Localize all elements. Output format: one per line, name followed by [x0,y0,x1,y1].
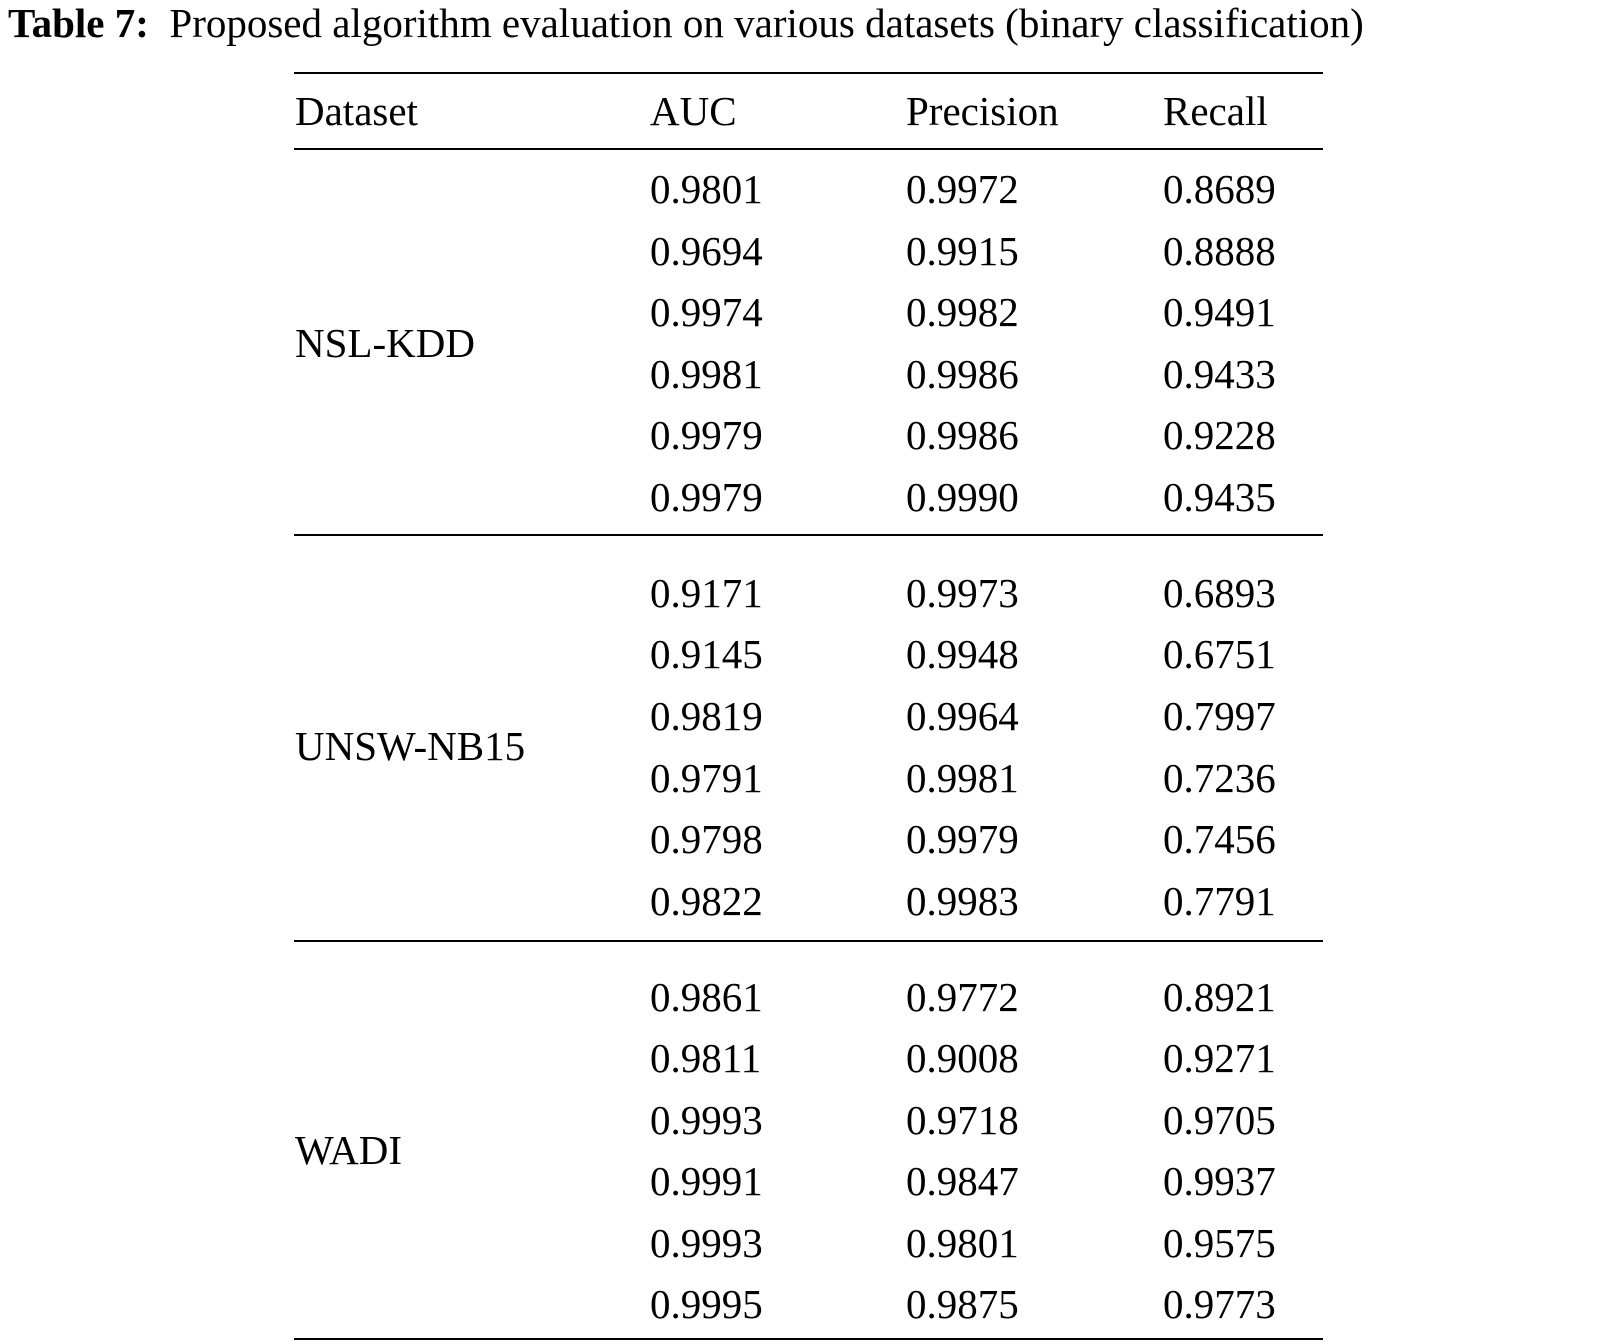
auc-cell: 0.9981 [650,351,763,397]
group-divider-rule [294,940,1323,942]
auc-cell: 0.9694 [650,228,763,274]
recall-cell: 0.9271 [1163,1035,1276,1081]
recall-cell: 0.6751 [1163,631,1276,677]
auc-cell: 0.9145 [650,631,763,677]
recall-cell: 0.9433 [1163,351,1276,397]
precision-cell: 0.9981 [906,755,1019,801]
auc-cell: 0.9993 [650,1220,763,1266]
auc-cell: 0.9995 [650,1281,763,1327]
precision-cell: 0.9718 [906,1097,1019,1143]
auc-cell: 0.9993 [650,1097,763,1143]
auc-cell: 0.9979 [650,412,763,458]
top-rule [294,72,1323,74]
precision-cell: 0.9982 [906,289,1019,335]
recall-cell: 0.6893 [1163,570,1276,616]
precision-cell: 0.9964 [906,693,1019,739]
group-divider-rule [294,534,1323,536]
auc-cell: 0.9822 [650,878,763,924]
auc-cell: 0.9974 [650,289,763,335]
precision-cell: 0.9990 [906,474,1019,520]
auc-cell: 0.9979 [650,474,763,520]
recall-cell: 0.7236 [1163,755,1276,801]
caption-label: Table 7: [8,0,149,46]
recall-cell: 0.9937 [1163,1158,1276,1204]
precision-cell: 0.9801 [906,1220,1019,1266]
auc-cell: 0.9819 [650,693,763,739]
bottom-rule [294,1338,1323,1340]
precision-cell: 0.9008 [906,1035,1019,1081]
precision-cell: 0.9979 [906,816,1019,862]
precision-cell: 0.9875 [906,1281,1019,1327]
recall-cell: 0.9575 [1163,1220,1276,1266]
precision-cell: 0.9986 [906,412,1019,458]
header-recall: Recall [1163,88,1268,134]
header-rule [294,148,1323,150]
recall-cell: 0.7791 [1163,878,1276,924]
header-auc: AUC [650,88,737,134]
precision-cell: 0.9986 [906,351,1019,397]
precision-cell: 0.9915 [906,228,1019,274]
auc-cell: 0.9991 [650,1158,763,1204]
precision-cell: 0.9973 [906,570,1019,616]
header-dataset: Dataset [295,88,418,134]
recall-cell: 0.8921 [1163,974,1276,1020]
recall-cell: 0.7997 [1163,693,1276,739]
auc-cell: 0.9791 [650,755,763,801]
auc-cell: 0.9801 [650,166,763,212]
recall-cell: 0.7456 [1163,816,1276,862]
dataset-label: NSL-KDD [295,320,475,366]
auc-cell: 0.9861 [650,974,763,1020]
dataset-label: UNSW-NB15 [295,723,526,769]
recall-cell: 0.9228 [1163,412,1276,458]
auc-cell: 0.9798 [650,816,763,862]
precision-cell: 0.9948 [906,631,1019,677]
caption-text: Proposed algorithm evaluation on various datasets (binary classification) [169,0,1364,46]
precision-cell: 0.9847 [906,1158,1019,1204]
recall-cell: 0.9491 [1163,289,1276,335]
recall-cell: 0.9435 [1163,474,1276,520]
recall-cell: 0.9705 [1163,1097,1276,1143]
recall-cell: 0.8689 [1163,166,1276,212]
recall-cell: 0.8888 [1163,228,1276,274]
auc-cell: 0.9811 [650,1035,762,1081]
precision-cell: 0.9983 [906,878,1019,924]
table-caption [8,0,1600,46]
dataset-label: WADI [295,1127,403,1173]
recall-cell: 0.9773 [1163,1281,1276,1327]
precision-cell: 0.9772 [906,974,1019,1020]
precision-cell: 0.9972 [906,166,1019,212]
header-precision: Precision [906,88,1059,134]
auc-cell: 0.9171 [650,570,763,616]
